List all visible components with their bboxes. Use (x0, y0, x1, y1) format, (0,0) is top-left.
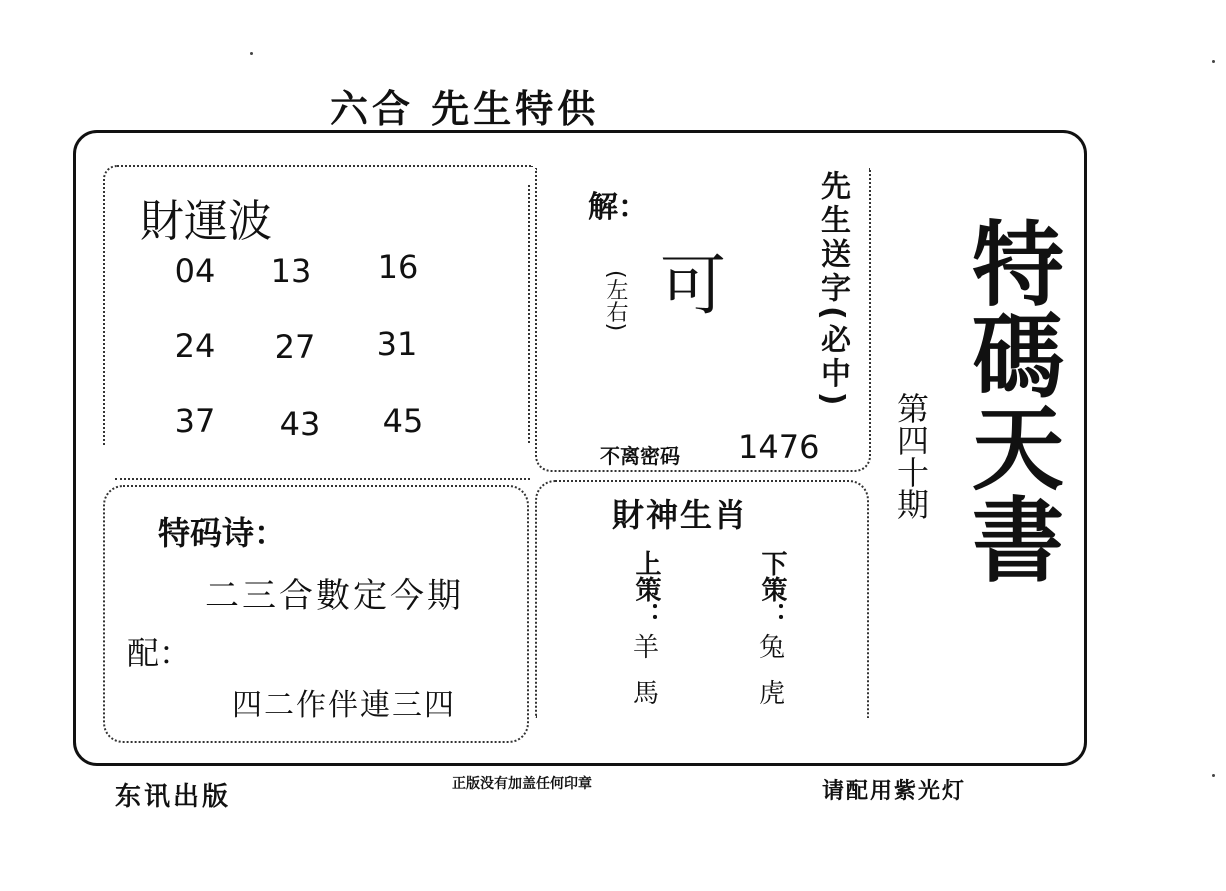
hint-label: 解： (588, 190, 648, 225)
wealth-number: 31 (376, 325, 418, 363)
zodiac-lower-column (752, 545, 792, 709)
gift-word-label: 先生送字(必中) (815, 170, 850, 410)
zodiac-lower-item: 虎 (758, 679, 785, 709)
wealth-number: 24 (174, 327, 216, 365)
wealth-number: 16 (377, 248, 419, 286)
scan-speck (1212, 60, 1215, 63)
poem-line-1: 二三合數定今期 (205, 576, 464, 616)
wealth-number: 13 (270, 252, 312, 290)
wealth-number: 37 (174, 402, 216, 440)
poem-line-2: 四二作伴連三四 (232, 688, 456, 723)
wealth-number: 45 (382, 402, 424, 440)
issue-number: 第四十期 (892, 392, 930, 520)
scan-speck (250, 52, 253, 55)
publisher-label: 东讯出版 (115, 782, 232, 812)
code-value: 1476 (738, 428, 820, 466)
header-title: 六合 先生特供 (330, 87, 600, 131)
big-title: 特碼天書 (957, 216, 1065, 584)
zodiac-title: 財神生肖 (612, 496, 749, 534)
hint-character: 可 (660, 247, 726, 324)
wealth-number: 04 (174, 252, 216, 290)
scan-speck (1212, 774, 1215, 777)
zodiac-upper-column (626, 545, 666, 709)
zodiac-lower-item: 兔 (758, 633, 785, 663)
poem-title: 特码诗： (158, 514, 287, 552)
code-label: 不离密码 (600, 444, 680, 468)
uv-light-note: 请配用紫光灯 (822, 779, 967, 804)
zodiac-upper-item: 羊 (632, 633, 659, 663)
zodiac-lower-label: 下策： (757, 550, 787, 628)
wealth-number: 43 (279, 405, 321, 443)
wealth-number: 27 (274, 328, 316, 366)
zodiac-upper-item: 馬 (632, 679, 659, 709)
horizontal-divider (115, 478, 530, 480)
wealth-panel-divider (528, 185, 530, 443)
hint-note: (左右) (603, 270, 628, 332)
poem-pair-label: 配： (127, 634, 192, 672)
zodiac-upper-label: 上策： (631, 550, 661, 628)
authenticity-note: 正版没有加盖任何印章 (452, 776, 592, 792)
wealth-title: 財運波 (140, 196, 272, 247)
